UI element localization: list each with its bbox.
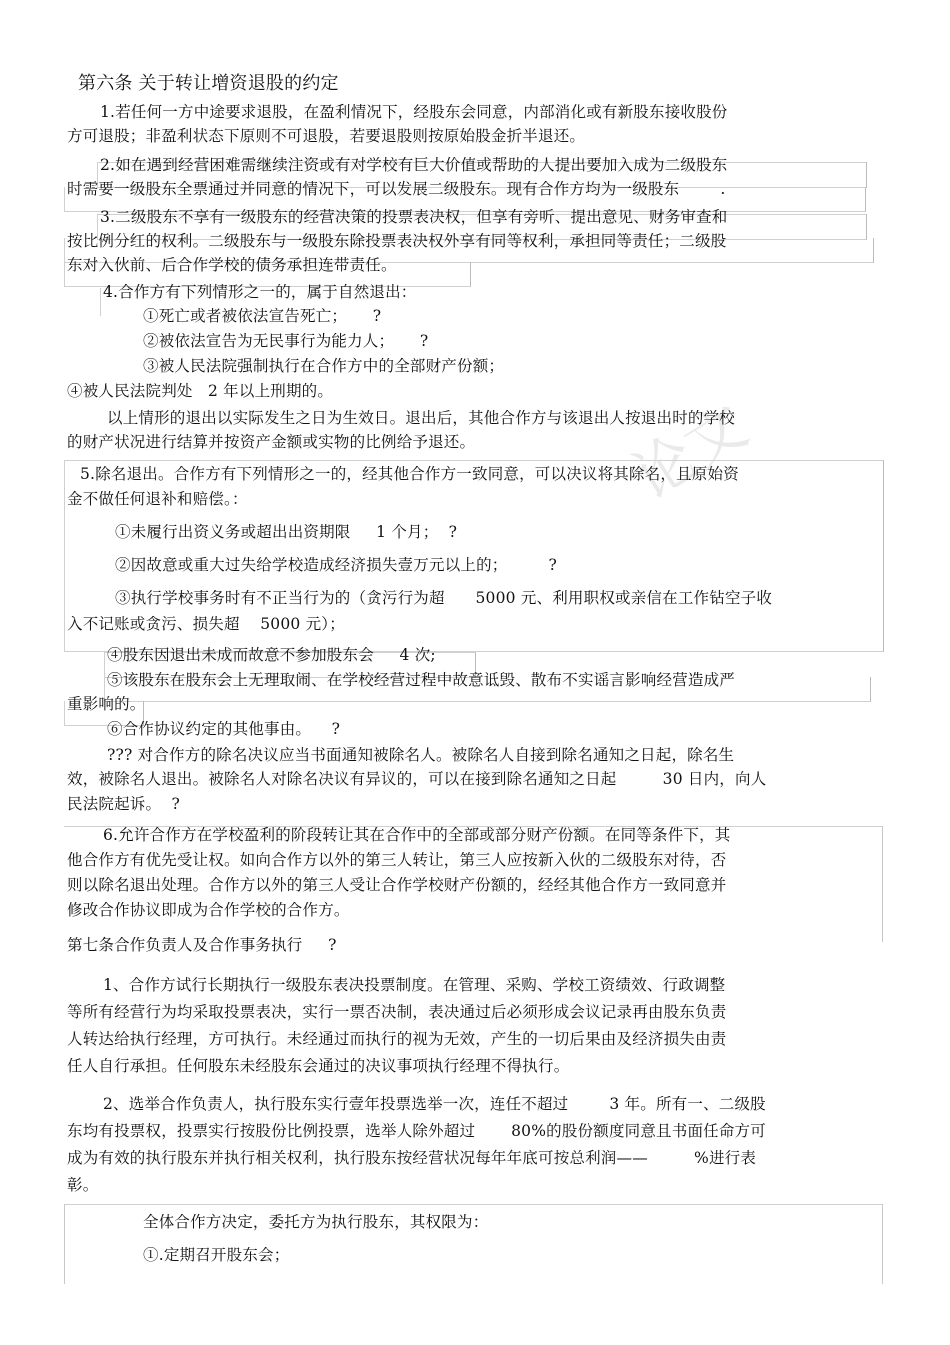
text-line: 6.允许合作方在学校盈利的阶段转让其在合作中的全部或部分财产份额。在同等条件下，其 [103, 826, 731, 844]
text-line: 5.除名退出。合作方有下列情形之一的，经其他合作方一致同意，可以决议将其除名，且原始资 [80, 465, 739, 483]
border-line [64, 1204, 882, 1205]
text-line: 的财产状况进行结算并按资产金额或实物的比例给予退还。 [67, 433, 476, 451]
text-line: 2、选举合作负责人，执行股东实行壹年投票选举一次，连任不超过 3 年。所有一、二级股 [103, 1095, 766, 1113]
text-line: 东均有投票权，投票实行按股份比例投票，选举人除外超过 80%的股份额度同意且书面任命方可 [67, 1122, 766, 1140]
text-line: ①未履行出资义务或超出出资期限 1 个月； ? [115, 523, 458, 541]
text-line: 则以除名退出处理。合作方以外的第三人受让合作学校财产份额的，经经其他合作方一致同意并 [67, 876, 727, 894]
text-line: 成为有效的执行股东并执行相关权利，执行股东按经营状况每年年底可按总利润—— %进行表 [67, 1149, 757, 1167]
border-box [100, 288, 101, 316]
text-line: 民法院起诉。 ? [67, 795, 180, 813]
text-line: 1.若任何一方中途要求退股，在盈利情况下，经股东会同意，内部消化或有新股东接收股份 [100, 103, 728, 121]
text-line: 效，被除名人退出。被除名人对除名决议有异议的，可以在接到除名通知之日起 30 日内，向人 [67, 770, 767, 788]
text-line: 重影响的。 [67, 695, 146, 713]
text-line: 金不做任何退补和赔偿。： [67, 490, 248, 508]
border-line [882, 1204, 883, 1284]
text-line: ①死亡或者被依法宣告死亡； ? [143, 307, 382, 325]
text-line: 1、合作方试行长期执行一级股东表决投票制度。在管理、采购、学校工资绩效、行政调整 [103, 976, 726, 994]
border-line [882, 826, 883, 942]
text-line: ②被依法宣告为无民事行为能力人； ? [143, 332, 429, 350]
text-line: 按比例分红的权利。二级股东与一级股东除投票表决权外享有同等权利，承担同等责任；二级股 [67, 232, 727, 250]
text-line: 4.合作方有下列情形之一的，属于自然退出： [103, 283, 417, 301]
text-line: ④被人民法院判处 2 年以上刑期的。 [67, 382, 334, 400]
text-line: ①.定期召开股东会； [143, 1246, 290, 1264]
text-line: ③被人民法院强制执行在合作方中的全部财产份额； [143, 357, 505, 375]
text-line: 东对入伙前、后合作学校的债务承担连带责任。 [67, 256, 397, 274]
text-line: ??? 对合作方的除名决议应当书面通知被除名人。被除名人自接到除名通知之日起，除名生 [107, 746, 735, 764]
text-line: ④股东因退出未成而故意不参加股东会 4 次; [107, 646, 436, 664]
text-line: 等所有经营行为均采取投票表决，实行一票否决制，表决通过后必须形成会议记录再由股东负责 [67, 1003, 727, 1021]
text-line: 方可退股；非盈利状态下原则不可退股，若要退股则按原始股金折半退还。 [67, 127, 586, 145]
watermark: 论文 [620, 390, 760, 514]
text-line: 时需要一级股东全票通过并同意的情况下，可以发展二级股东。现有合作方均为一级股东 . [67, 180, 726, 198]
text-line: 3.二级股东不享有一级股东的经营决策的投票表决权，但享有旁听、提出意见、财务审查和 [100, 208, 728, 226]
text-line: ⑥合作协议约定的其他事由。 ? [107, 720, 341, 738]
text-line: 第七条合作负责人及合作事务执行 ? [67, 936, 337, 954]
text-line: 人转达给执行经理，方可执行。未经通过而执行的视为无效，产生的一切后果由及经济损失由责 [67, 1030, 727, 1048]
text-line: ②因故意或重大过失给学校造成经济损失壹万元以上的； ? [115, 556, 558, 574]
text-line: 第六条 关于转让增资退股的约定 [78, 73, 339, 94]
text-line: 修改合作协议即成为合作学校的合作方。 [67, 901, 350, 919]
text-line: 他合作方有优先受让权。如向合作方以外的第三人转让，第三人应按新入伙的二级股东对待，否 [67, 851, 727, 869]
text-line: 全体合作方决定，委托方为执行股东，其权限为： [143, 1213, 489, 1231]
text-line: ⑤该股东在股东会上无理取闹、在学校经营过程中故意诋毁、散布不实谣言影响经营造成严 [107, 671, 736, 689]
text-line: 以上情形的退出以实际发生之日为生效日。退出后，其他合作方与该退出人按退出时的学校 [107, 409, 736, 427]
text-line: ③执行学校事务时有不正当行为的（贪污行为超 5000 元、利用职权或亲信在工作钻空子收 [115, 589, 773, 607]
text-line: 入不记账或贪污、损失超 5000 元）； [67, 615, 345, 633]
text-line: 2.如在遇到经营困难需继续注资或有对学校有巨大价值或帮助的人提出要加入成为二级股东 [100, 156, 728, 174]
border-line [64, 1204, 65, 1284]
text-line: 任人自行承担。任何股东未经股东会通过的决议事项执行经理不得执行。 [67, 1057, 570, 1075]
text-line: 彰。 [67, 1176, 99, 1194]
